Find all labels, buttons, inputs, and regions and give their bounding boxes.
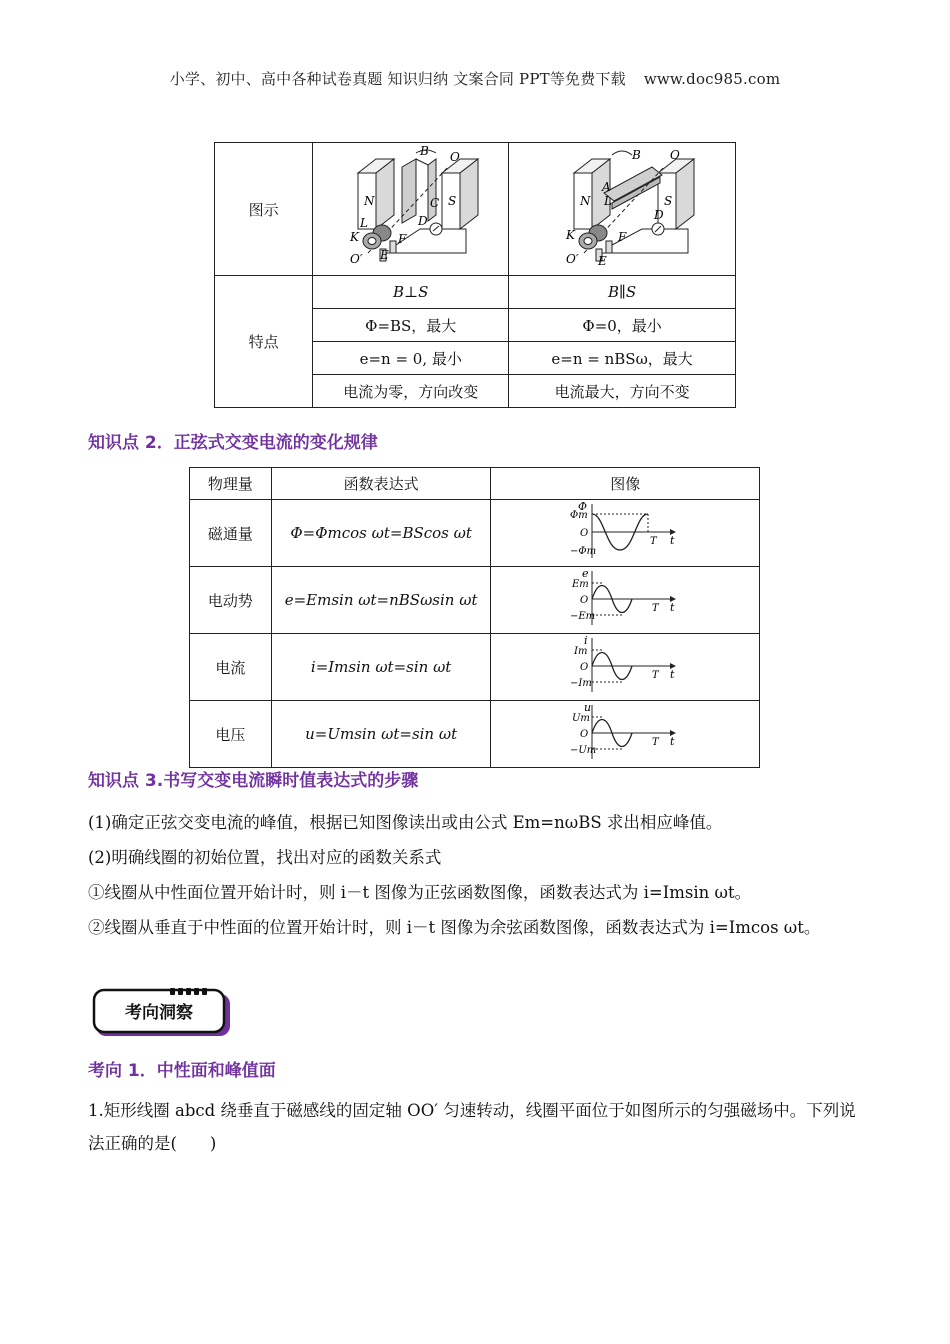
table-row xyxy=(190,701,760,768)
voltage-sine-graph xyxy=(570,703,680,761)
graph-peak-label: Φm xyxy=(570,510,588,521)
graph-origin-label: O xyxy=(580,662,589,673)
table-row xyxy=(190,500,760,567)
label-S: S xyxy=(447,193,456,208)
row-name: 电动势 xyxy=(190,567,272,634)
header-graph: 图像 xyxy=(491,468,760,500)
graph-origin-label: O xyxy=(580,528,589,539)
graph-time-label: t xyxy=(670,534,675,547)
diagram-label: 图示 xyxy=(215,143,313,276)
graph-period-label: T xyxy=(652,603,659,614)
graph-axis-label: u xyxy=(584,703,592,714)
table-row xyxy=(190,567,760,634)
label-A: A xyxy=(602,179,611,194)
graph-origin-label: O xyxy=(580,729,589,740)
graph-axis-label: e xyxy=(582,569,589,580)
graph-negative-label: −Em xyxy=(570,611,596,622)
generator-perpendicular-svg xyxy=(316,145,506,270)
row-graph xyxy=(491,500,760,567)
generator-diagram-perpendicular xyxy=(313,143,509,276)
table-row xyxy=(190,634,760,701)
cell-perpendicular-condition: B⊥S xyxy=(313,276,509,309)
graph-axis-label: Φ xyxy=(578,502,588,513)
graph-period-label: T xyxy=(652,670,659,681)
badge-frame xyxy=(92,988,234,1040)
label-B-2: B xyxy=(632,147,641,162)
label-O-prime-2: O′ xyxy=(566,251,579,266)
label-N: N xyxy=(363,193,375,208)
badge-kaoxiang xyxy=(92,988,234,1044)
sinusoidal-law-table xyxy=(189,467,760,768)
graph-negative-label: −Φm xyxy=(570,546,597,557)
label-K-2: K xyxy=(566,227,576,242)
header-formula: 函数表达式 xyxy=(271,468,491,500)
label-O: O xyxy=(449,149,460,164)
feature-label: 特点 xyxy=(215,276,313,408)
question-1: 1.矩形线圈 abcd 绕垂直于磁感线的固定轴 OO′ 匀速转动，线圈平面位于如图所示的匀强磁场中。下列说法正确的是( ) xyxy=(88,1101,856,1153)
cell-parallel-current: 电流最大，方向不变 xyxy=(509,375,736,408)
label-K: K xyxy=(349,229,359,244)
label-F: F xyxy=(397,231,407,246)
cell-parallel-condition: B∥S xyxy=(509,276,736,309)
header-site: www.doc985.com xyxy=(643,70,781,88)
cell-parallel-flux: Φ=0，最小 xyxy=(509,309,736,342)
section-4-title: 考向 1．中性面和峰值面 xyxy=(88,1061,276,1081)
row-name: 电压 xyxy=(190,701,272,768)
label-L: L xyxy=(359,215,368,230)
label-D: D xyxy=(417,213,428,228)
graph-time-label: t xyxy=(670,668,675,681)
graph-axis-label: i xyxy=(584,636,588,647)
row-formula: u=Umsin ωt=sin ωt xyxy=(271,701,491,768)
graph-negative-label: −Um xyxy=(570,745,597,756)
label-O-prime: O′ xyxy=(349,251,363,266)
label-D-2: D xyxy=(654,207,664,222)
generator-parallel-svg xyxy=(522,145,722,270)
cell-perpendicular-flux: Φ=BS，最大 xyxy=(313,309,509,342)
row-graph xyxy=(491,567,760,634)
graph-time-label: t xyxy=(670,601,675,614)
cell-parallel-emf: e=n = nBSω，最大 xyxy=(509,342,736,375)
label-F-2: F xyxy=(618,229,627,244)
rotation-comparison-table xyxy=(214,142,736,408)
step-3: ①线圈从中性面位置开始计时，则 i－t 图像为正弦函数图像，函数表达式为 i=Imsin ωt。 xyxy=(88,883,752,902)
row-graph xyxy=(491,634,760,701)
row-formula: i=Imsin ωt=sin ωt xyxy=(271,634,491,701)
row-formula: e=Emsin ωt=nBSωsin ωt xyxy=(271,567,491,634)
header-quantity: 物理量 xyxy=(190,468,272,500)
label-C: C xyxy=(429,195,439,210)
label-N-2: N xyxy=(580,193,591,208)
graph-peak-label: Em xyxy=(572,579,590,590)
graph-origin-label: O xyxy=(580,595,589,606)
label-B: B xyxy=(419,144,429,158)
badge-text: 考向洞察 xyxy=(125,1003,193,1023)
generator-diagram-parallel xyxy=(509,143,736,276)
section-3-title: 知识点 3.书写交变电流瞬时值表达式的步骤 xyxy=(88,771,419,791)
label-S-2: S xyxy=(664,193,673,208)
cell-perpendicular-current: 电流为零，方向改变 xyxy=(313,375,509,408)
header-text: 小学、初中、高中各种试卷真题 知识归纳 文案合同 PPT等免费下载 xyxy=(169,70,626,88)
graph-period-label: T xyxy=(650,536,657,547)
flux-cosine-graph xyxy=(570,502,680,560)
current-sine-graph xyxy=(570,636,680,694)
section-2-title: 知识点 2．正弦式交变电流的变化规律 xyxy=(88,433,378,453)
graph-peak-label: Im xyxy=(574,646,588,657)
label-L-2: L xyxy=(604,193,613,208)
step-1: (1)确定正弦交变电流的峰值，根据已知图像读出或由公式 Em=nωBS 求出相应峰值。 xyxy=(88,813,723,832)
emf-sine-graph xyxy=(570,569,680,627)
cell-perpendicular-emf: e=n = 0, 最小 xyxy=(313,342,509,375)
label-E: E xyxy=(379,247,389,262)
row-name: 电流 xyxy=(190,634,272,701)
row-name: 磁通量 xyxy=(190,500,272,567)
label-E-2: E xyxy=(598,253,607,268)
label-O-2: O xyxy=(670,147,680,162)
graph-peak-label: Um xyxy=(572,713,591,724)
step-2: (2)明确线圈的初始位置，找出对应的函数关系式 xyxy=(88,848,442,867)
page-header xyxy=(0,68,950,89)
row-formula: Φ=Φmcos ωt=BScos ωt xyxy=(271,500,491,567)
graph-negative-label: −Im xyxy=(570,678,593,689)
graph-time-label: t xyxy=(670,735,675,748)
row-graph xyxy=(491,701,760,768)
step-4: ②线圈从垂直于中性面的位置开始计时，则 i－t 图像为余弦函数图像，函数表达式为 i=Imcos ωt。 xyxy=(88,918,821,937)
graph-period-label: T xyxy=(652,737,659,748)
